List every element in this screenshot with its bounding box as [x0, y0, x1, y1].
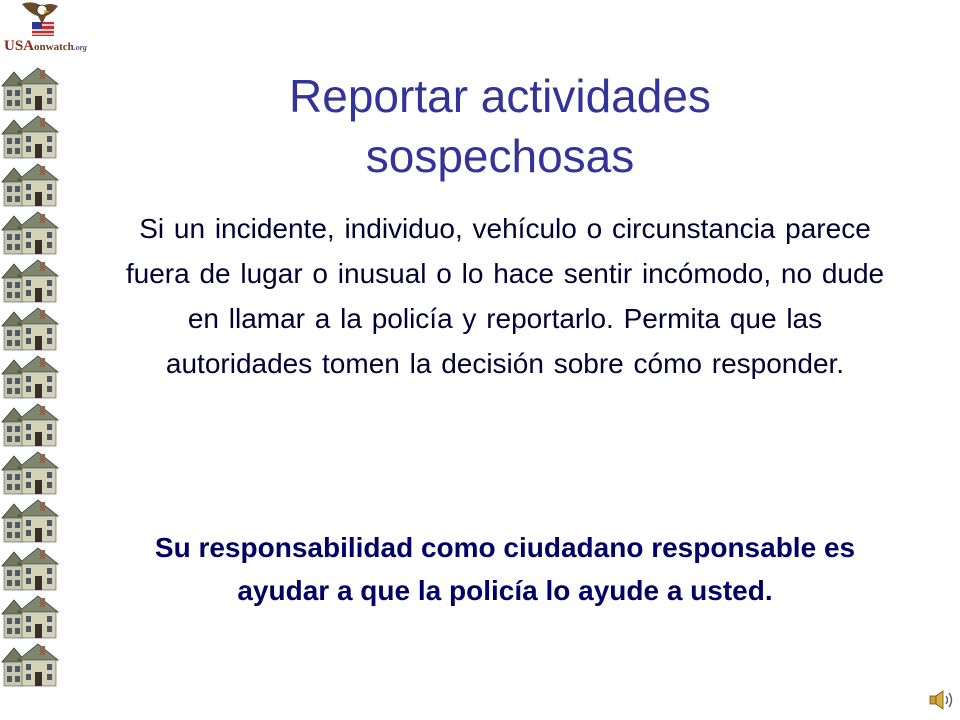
house-icon — [0, 66, 62, 112]
house-icon — [0, 594, 62, 640]
logo-text-onwatch: onwatch — [34, 41, 74, 53]
slide-emphasis-text: Su responsabilidad como ciudadano responsable es ayudar a que la policía lo ayude a usted. — [154, 532, 856, 606]
usaonwatch-logo — [2, 0, 87, 60]
logo-wordmark — [4, 38, 87, 55]
house-icon — [0, 210, 62, 256]
logo-text-domain: .org — [73, 43, 87, 52]
speaker-icon — [928, 688, 956, 712]
house-icon — [0, 402, 62, 448]
house-icon — [0, 546, 62, 592]
house-icon — [0, 114, 62, 160]
house-icon — [0, 306, 62, 352]
house-icon — [0, 642, 62, 688]
house-column — [0, 66, 62, 696]
audio-button[interactable] — [928, 688, 956, 712]
house-icon — [0, 162, 62, 208]
slide-title: Reportar actividades sospechosas — [289, 70, 711, 182]
eagle-logo-icon — [2, 0, 78, 40]
house-icon — [0, 258, 62, 304]
logo-text-usa: USA — [4, 38, 35, 54]
house-icon — [0, 498, 62, 544]
house-icon — [0, 354, 62, 400]
house-icon — [0, 450, 62, 496]
slide-body-text: Si un incidente, individuo, vehículo o circunstancia parece fuera de lugar o inusual o lo hace sentir incómodo, no dude en llamar a la policía y reportarlo. Permita que las autoridades tomen la decisión sobre cómo responder. — [125, 213, 885, 379]
